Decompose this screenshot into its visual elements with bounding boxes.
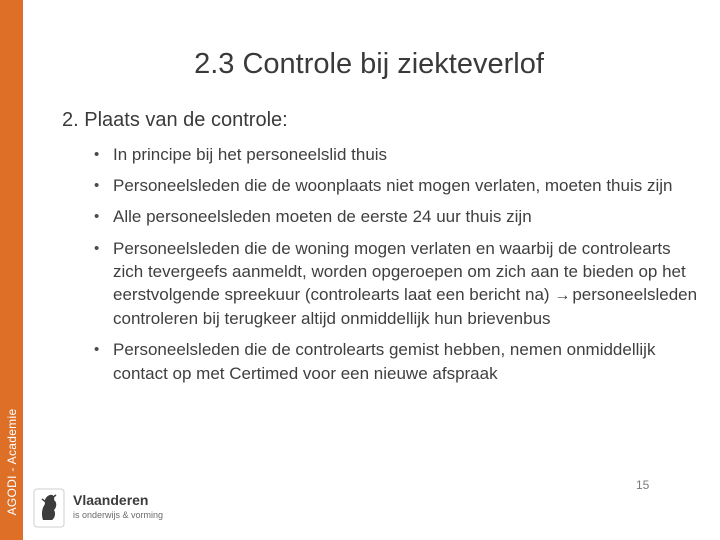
subheading: 2. Plaats van de controle: <box>62 109 288 131</box>
bullet-text: Personeelsleden die de controlearts gemist hebben, nemen onmiddellijk contact op met Certimed voor een nieuwe afspraak <box>113 340 656 383</box>
bullet-list <box>94 143 703 393</box>
bullet-icon: • <box>94 146 100 163</box>
right-arrow-icon: → <box>554 287 571 305</box>
slide-title: 2.3 Controle bij ziekteverlof <box>194 48 544 80</box>
logo-name: Vlaanderen <box>73 492 149 508</box>
list-item <box>94 205 703 228</box>
arrow-text: personeelsleden controleren bij terugkeer altijd onmiddellijk hun brievenbus <box>113 285 698 329</box>
bullet-icon: • <box>94 239 100 257</box>
bullet-text: In principe bij het personeelslid thuis <box>113 145 388 164</box>
list-item <box>94 174 703 197</box>
list-item <box>94 338 703 384</box>
logo-tagline: is onderwijs & vorming <box>73 510 164 520</box>
sidebar-label: AGODI - Academie <box>5 408 19 516</box>
bullet-text: Alle personeelsleden moeten de eerste 24 uur thuis zijn <box>113 207 532 227</box>
list-item <box>94 237 703 331</box>
bullet-text: Personeelsleden die de woonplaats niet mogen verlaten, moeten thuis zijn <box>113 176 673 196</box>
bullet-icon: • <box>94 208 100 226</box>
lion-icon <box>33 488 65 528</box>
bullet-icon: • <box>94 177 100 195</box>
sidebar-band <box>0 0 23 540</box>
page-number: 15 <box>636 478 650 492</box>
list-item <box>94 143 703 166</box>
vlaanderen-logo <box>33 488 173 528</box>
bullet-icon: • <box>94 341 100 359</box>
bullet-text: Personeelsleden die de woning mogen verlaten en waarbij de controlearts zich tevergeefs aanmeldt, worden opgeroepen om zich aan te bieden op het eerstvolgende spreekuur (controlearts laat een bericht na) <box>113 238 686 305</box>
